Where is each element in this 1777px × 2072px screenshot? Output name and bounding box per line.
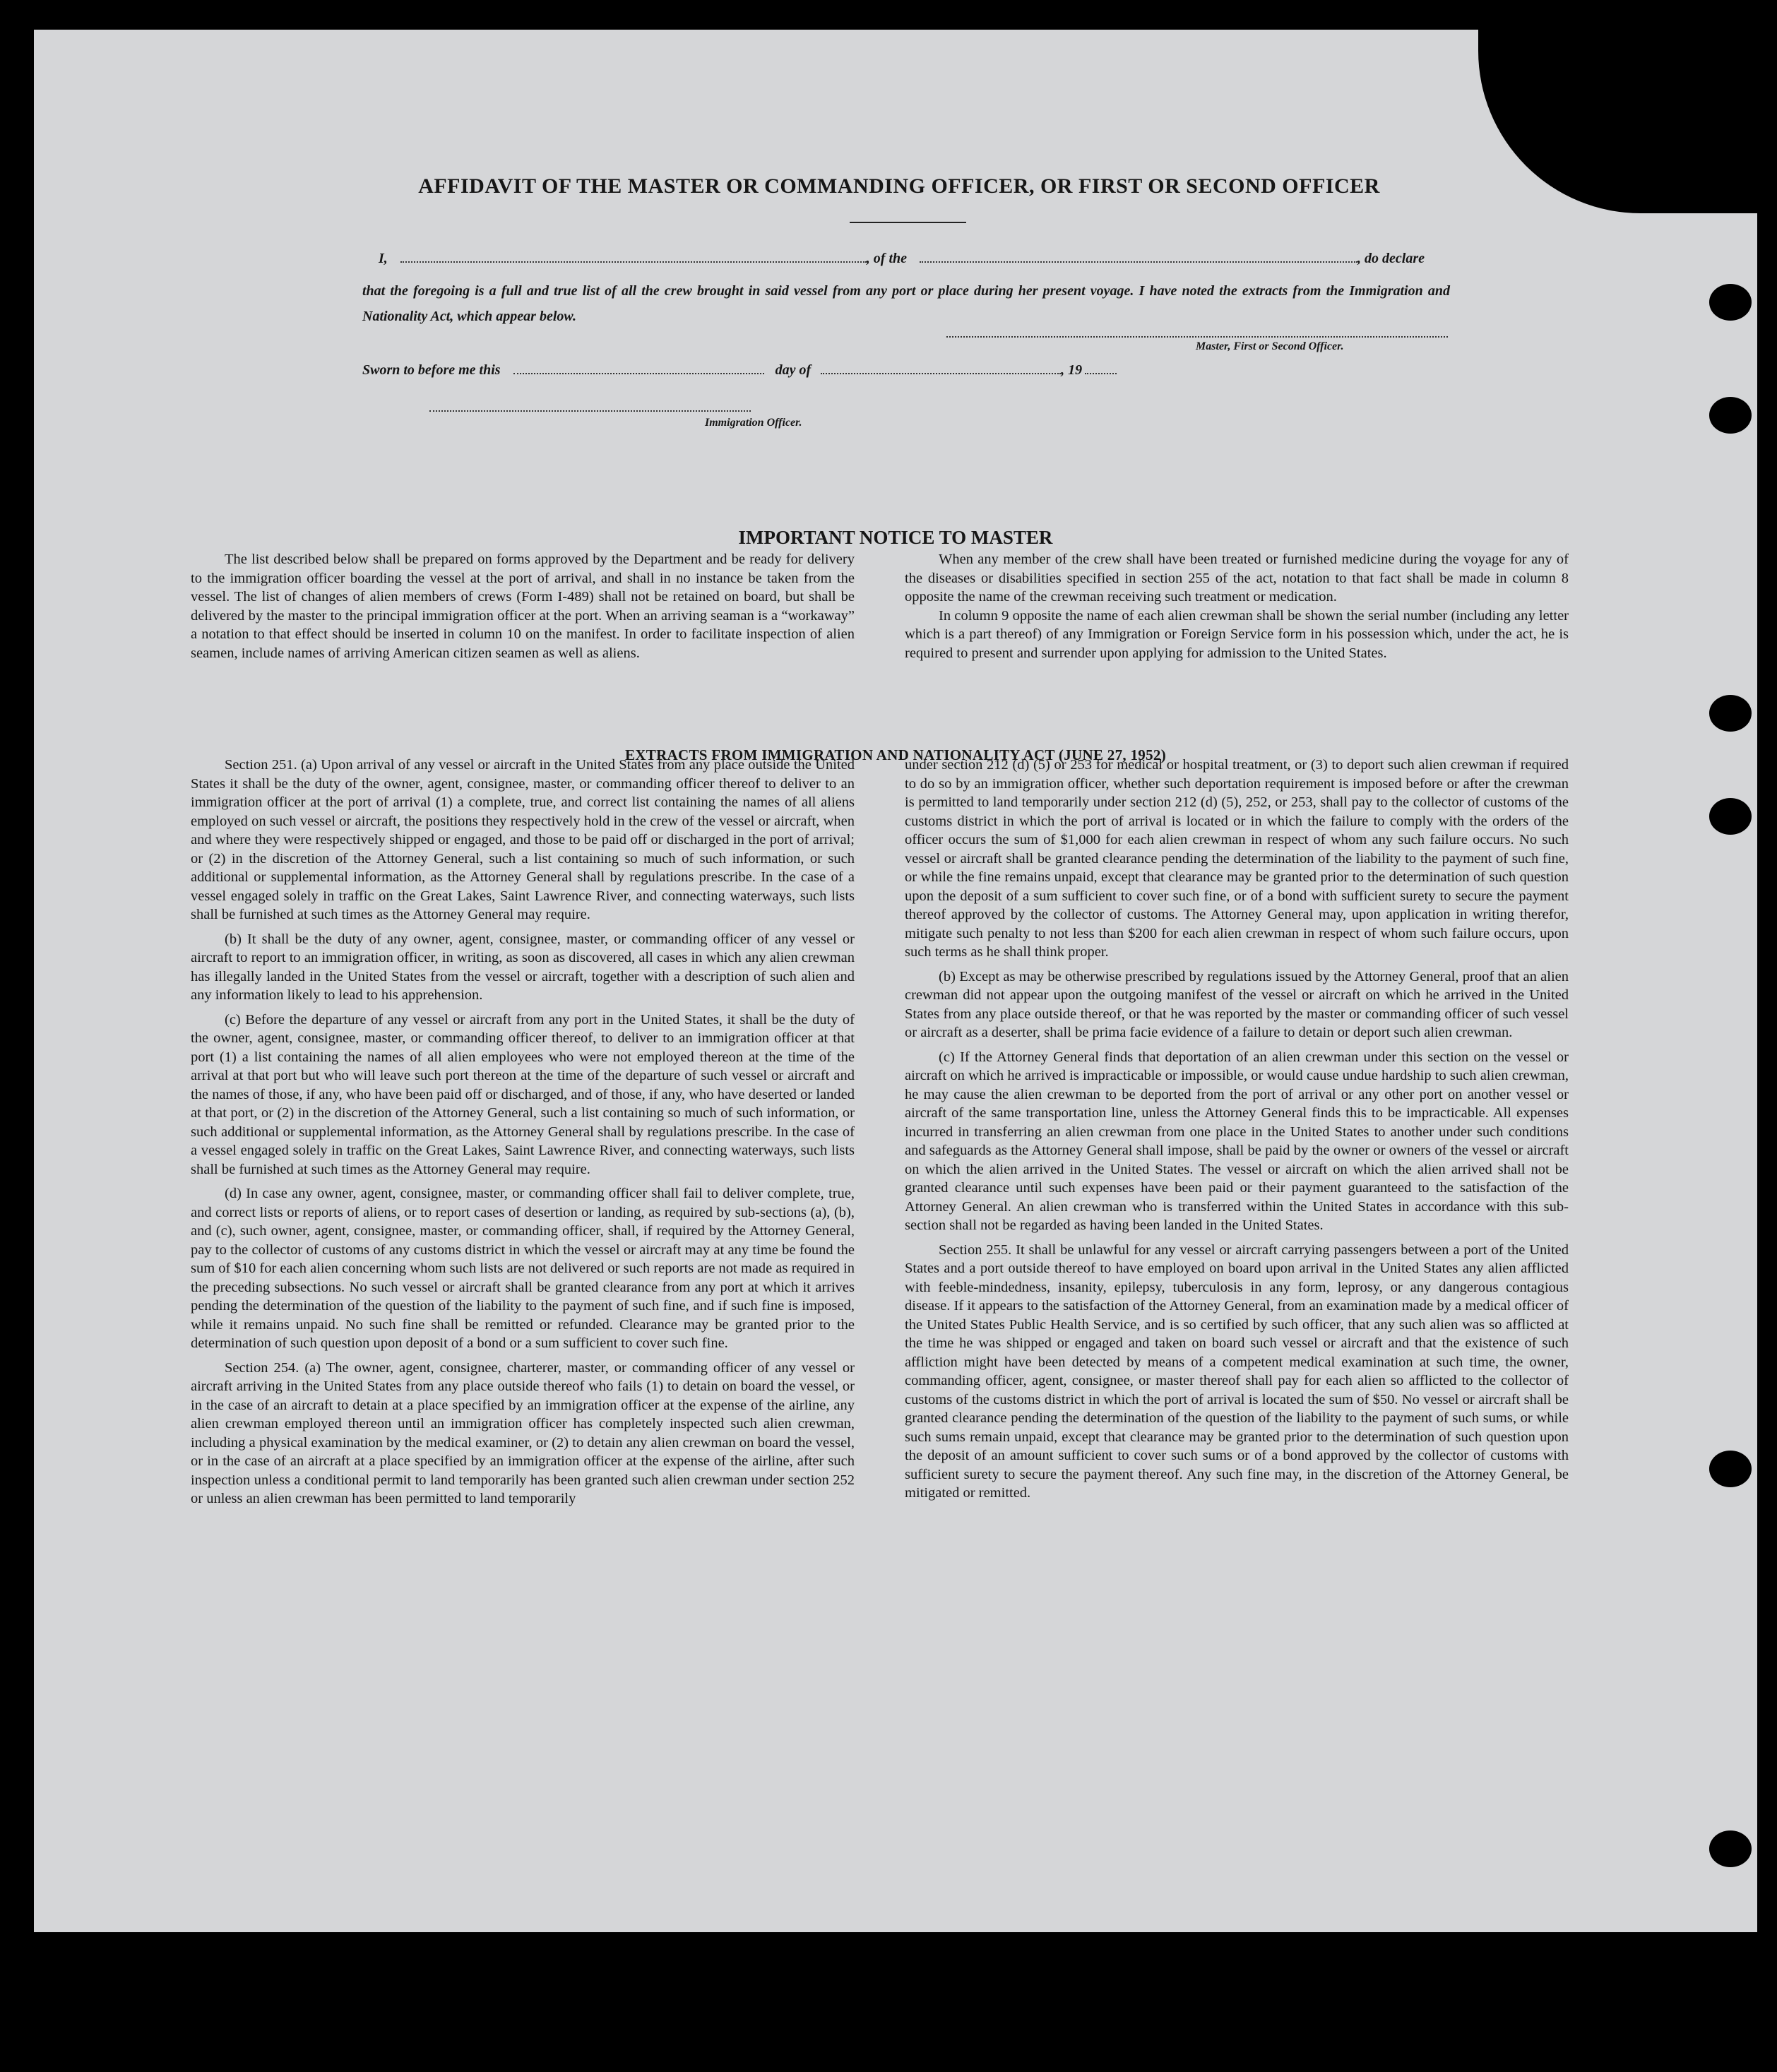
master-signature-line[interactable] [946,335,1448,338]
punch-hole [1709,284,1752,321]
section-251-d: (d) In case any owner, agent, consignee, master, or commanding officer shall fail to deliver complete, true, and correct lists or reports of aliens, or to report cases of desertion or landing, as required by sub-sections (a), (b), and (c), such owner, agent, consignee, master, or commanding officer, shall, if required by the Attorney General, pay to the collector of customs of any customs district in which the vessel or aircraft may at any time be found the sum of $10 for each alien concerning whom such lists are not delivered or such reports are not made as required in the preceding subsections. No such vessel or aircraft shall be granted clearance from any port at which it arrives pending the determination of the question of the liability to the payment of such fine, and if such fine is imposed, while it remains unpaid. No such fine shall be remitted or refunded. Clearance may be granted prior to the determination of such question upon deposit of a bond or a sum sufficient to cover such fine. [191,1186,855,1351]
year-label: , 19 [1061,362,1083,378]
day-of-label: day of [775,362,812,378]
section-251-a: Section 251. (a) Upon arrival of any vessel or aircraft in the United States from any place outside the United States it shall be the duty of the owner, agent, consignee, master, or commanding officer thereof to deliver to an immigration officer at the port of arrival (1) a complete, true, and correct list containing the names of all aliens employed on such vessel or aircraft, the positions they respectively hold in the crew of the vessel or aircraft, when and where they were respectively shipped or engaged, and those to be paid off or discharged in the port of arrival; or (2) in the discretion of the Attorney General, such a list containing so much of such information, or such additional or supplemental information, as the Attorney General shall by regulations prescribe. In the case of a vessel engaged solely in traffic on the Great Lakes, Saint Lawrence River, and connecting waterways, such lists shall be furnished at such times as the Attorney General may require. [191,757,855,922]
declaration-text: that the foregoing is a full and true list of all the crew brought in said vessel from any port or place during her present voyage. I have noted the extracts from the Immigration and Nationality Act, which appear below. [362,283,1450,324]
notice-left-column [191,550,855,668]
section-255: Section 255. It shall be unlawful for any vessel or aircraft carrying passengers between a port of the United States and a port outside thereof to have employed on board upon arrival in the United States any alien afflicted with feeble-mindedness, insanity, epilepsy, tuberculosis in any form, leprosy, or any dangerous contagious disease. If it appears to the satisfaction of the Attorney General, from an examination made by a medical officer of the United States Public Health Service, and is so certified by such officer, that any such alien was so afflicted at the time he was shipped or engaged and taken on board such vessel or aircraft and that the existence of such affliction might have been detected by means of a competent medical examination at such time, the owner, commanding officer, agent, consignee, or master thereof shall pay for each alien so afflicted to the collector of customs of the customs district in which the port of arrival is located the sum of $50. No vessel or aircraft shall be granted clearance pending the determination of the question of the liability to the payment of such sums, or while such sums remain unpaid, except that clearance may be granted prior to the determination of such question upon the deposit of an amount sufficient to cover such sums or of a bond approved by the collector of customs with sufficient surety to secure the payment thereof. Any such fine may, in the discretion of the Attorney General, be mitigated or remitted. [905,1242,1569,1501]
sworn-day-field[interactable] [513,362,764,374]
punch-hole [1709,397,1752,434]
torn-corner [1478,30,1768,213]
do-declare-label: , do declare [1357,251,1425,266]
extracts-right-column [905,756,1569,1508]
notice-right-column [905,550,1569,668]
notice-right-paragraph-1: When any member of the crew shall have been treated or furnished medicine during the voyage for any of the diseases or disabilities specified in section 255 of the act, notation to that fact shall be made in column 8 opposite the name of the crewman receiving such treatment or medication. [905,552,1569,605]
sworn-line [362,362,1117,379]
punch-hole [1709,695,1752,732]
punch-hole [1709,798,1752,835]
section-254-a-continued: under section 212 (d) (5) or 253 for medical or hospital treatment, or (3) to deport such alien crewman if required to do so by an immigration officer, whether such deportation requirement is imposed before or after the crewman is permitted to land temporarily under section 212 (d) (5), 252, or 253, shall pay to the collector of customs of the customs district in which the port of arrival is located or in which the failure to comply with the orders of the officer occurs the sum of $1,000 for each alien crewman in respect of whom any such failure occurs. No such vessel or aircraft shall be granted clearance pending the determination of the liability to the payment of such fine, or while the fine remains unpaid, except that clearance may be granted prior to the determination of such question upon the deposit of a sum sufficient to cover such fine, or of a bond with sufficient surety to secure the payment thereof approved by the collector of customs. The Attorney General may, upon application in writing therefor, mitigate such penalty to not less than $200 for each alien crewman in respect of whom such failure occurs, upon such terms as he shall think proper. [905,757,1569,960]
immigration-officer-signature-line[interactable] [429,409,751,412]
i-label: I, [379,251,388,266]
section-251-c: (c) Before the departure of any vessel or aircraft from any port in the United States, it shall be the duty of the owner, agent, consignee, master, or commanding officer thereof, to deliver to an immigration officer at that port (1) a list containing the names of all alien employees who were not employed thereon at the time of the arrival at that port but who will leave such port thereon at the time of the departure of such vessel or aircraft and the names of those, if any, who have been paid off or discharged, and of those, if any, who have deserted or landed at that port, or (2) in the discretion of the Attorney General, such a list containing so much of such information, or such additional or supplemental information, as the Attorney General shall by regulations prescribe. In the case of a vessel engaged solely in traffic on the Great Lakes, Saint Lawrence River, and connecting waterways, such lists shall be furnished at such times as the Attorney General may require. [191,1011,855,1177]
form-page [34,30,1757,1932]
name-field[interactable] [400,250,867,263]
vessel-field[interactable] [920,250,1357,263]
section-254-b: (b) Except as may be otherwise prescribed by regulations issued by the Attorney General, proof that an alien crewman did not appear upon the outgoing manifest of the vessel or aircraft on which he arrived in the United States from any place outside thereof, or that he was reported by the master or commanding officer of such vessel or aircraft as a deserter, shall be prima facie evidence of a failure to detain or deport such alien crewman. [905,968,1569,1040]
affidavit-title: AFFIDAVIT OF THE MASTER OR COMMANDING OFFICER, OR FIRST OR SECOND OFFICER [418,174,1380,198]
notice-title: IMPORTANT NOTICE TO MASTER [738,527,1053,548]
extracts-title: EXTRACTS FROM IMMIGRATION AND NATIONALITY ACT (JUNE 27, 1952) [625,746,1166,763]
of-the-label: , of the [866,251,908,266]
title-underline [850,222,966,223]
punch-hole [1709,1830,1752,1867]
sworn-label: Sworn to before me this [362,362,501,378]
section-254-c: (c) If the Attorney General finds that deportation of an alien crewman under this section on the vessel or aircraft on which he arrived is impracticable or impossible, or would cause undue hardship to such alien crewman, he may cause the alien crewman to be deported from the port of arrival or any other port on another vessel or aircraft of the same transportation line, unless the Attorney General finds this to be impracticable. All expenses incurred in transferring an alien crewman from one place in the United States to another under such conditions and safeguards as the Attorney General shall impose, shall be paid by the owner or owners of the vessel or aircraft on which the alien arrived in the United States. The vessel or aircraft on which the alien arrived shall not be granted clearance until such expenses have been paid or their payment guaranteed to the satisfaction of the Attorney General. An alien crewman who is transferred within the United States in accordance with this sub-section shall not be regarded as having been landed in the United States. [905,1049,1569,1233]
section-254-a: Section 254. (a) The owner, agent, consignee, charterer, master, or commanding officer of any vessel or aircraft arriving in the United States from any place outside thereof who fails (1) to detain on board the vessel, or in the case of an aircraft to detain at a place specified by an immigration officer at the expense of the airline, any alien crewman employed thereon until an immigration officer has completely inspected such alien crewman, including a physical examination by the medical examiner, or (2) to detain any alien crewman on board the vessel, or in the case of an aircraft at a place specified by an immigration officer at the expense of the airline, after such inspection unless a conditional permit to land temporarily has been granted such alien crewman under section 252 or unless an alien crewman has been permitted to land temporarily [191,1359,855,1506]
master-caption: Master, First or Second Officer. [1196,340,1344,352]
sworn-year-field[interactable] [1085,362,1117,374]
section-251-b: (b) It shall be the duty of any owner, agent, consignee, master, or commanding officer of any vessel or aircraft to report to an immigration officer, in writing, as soon as discovered, all cases in which any alien crewman has illegally landed in the United States from the vessel or aircraft, together with a description of such alien and any information likely to lead to his apprehension. [191,931,855,1003]
immigration-officer-caption: Immigration Officer. [705,417,802,429]
declaration-line [379,250,1425,267]
sworn-month-field[interactable] [821,362,1061,374]
notice-right-paragraph-2: In column 9 opposite the name of each alien crewman shall be shown the serial number (including any letter which is a part thereof) of any Immigration or Foreign Service form in his possession which, under the act, he is required to present and surrender upon applying for admission to the United States. [905,607,1569,661]
extracts-left-column [191,756,855,1514]
punch-hole [1709,1451,1752,1487]
notice-left-paragraph: The list described below shall be prepared on forms approved by the Department and be ready for delivery to the immigration officer boarding the vessel at the port of arrival, and shall in no instance be taken from the vessel. The list of changes of alien members of crews (Form I-489) shall not be retained on board, but shall be delivered by the master to the principal immigration officer at the port. When an arriving seaman is a “workaway” a notation to that effect should be inserted in column 10 on the manifest. In order to facilitate inspection of alien seamen, include names of arriving American citizen seamen as well as aliens. [191,552,855,661]
